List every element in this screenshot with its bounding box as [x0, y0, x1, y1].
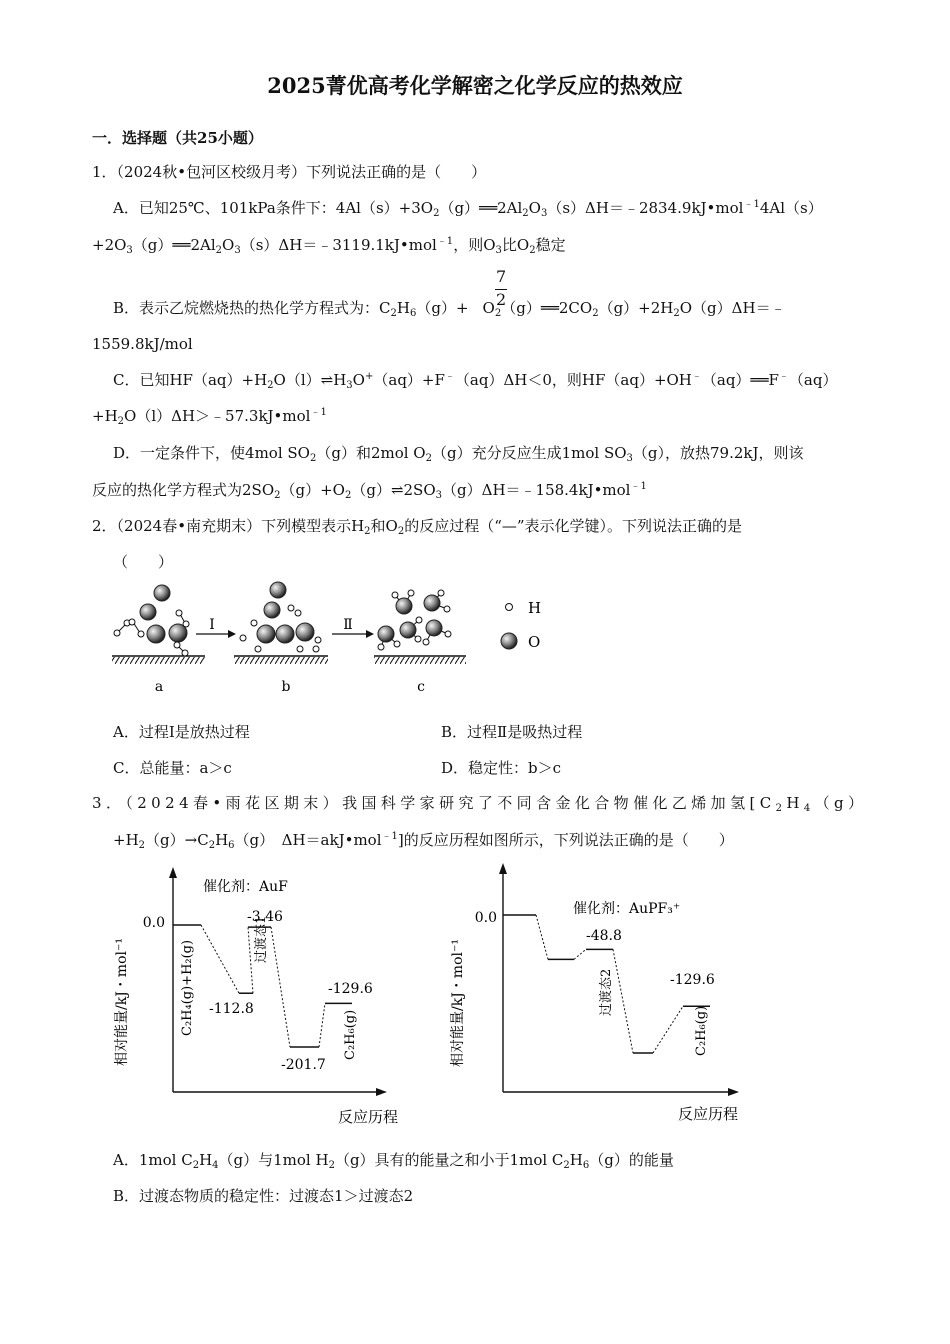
- chart1-tick-zero: 0.0: [142, 915, 165, 931]
- question-2-blank: （ ）: [113, 553, 174, 571]
- q2-option-a: A．过程Ⅰ是放热过程: [113, 723, 250, 741]
- chart1-connector-2: [248, 927, 253, 993]
- chart2-title: 催化剂：AuPF₃⁺: [573, 901, 681, 917]
- q1-option-a-line2: $+2O_3(g)══2Al_2O_3(s)\Delta H=﹣3119.1kJ•mol^{﹣1}$，则$O_3$比$O_2$稳定: [92, 236, 566, 256]
- step-2-label: Ⅱ: [343, 617, 353, 633]
- q2-option-b: B．过程Ⅱ是吸热过程: [441, 723, 583, 741]
- chart1-xlabel: 反应历程: [337, 1108, 399, 1126]
- q2-option-d: D．稳定性：b＞c: [441, 759, 562, 777]
- question-1-stem: 1．（2024秋•包河区校级月考）下列说法正确的是（ ）: [92, 163, 487, 181]
- section-heading: 一．选择题（共25小题）: [92, 129, 263, 147]
- chart2-level-label-2: -129.6: [670, 972, 715, 988]
- chart1-level-label-2: -3.46: [247, 909, 283, 925]
- model-b: [234, 582, 328, 664]
- label-c: c: [417, 679, 425, 695]
- fraction-denominator: 2: [496, 290, 507, 309]
- legend-h-label: H: [528, 599, 542, 617]
- energy-chart-aupf3: [440, 858, 760, 1132]
- chart1-connector-3: [271, 927, 290, 1047]
- step-1-label: Ⅰ: [209, 617, 215, 633]
- chart2-xlabel: 反应历程: [677, 1105, 739, 1123]
- chart1-level-label-3: -201.7: [281, 1057, 326, 1073]
- label-b: b: [281, 679, 291, 695]
- page-title: 2025菁优高考化学解密之化学反应的热效应: [267, 73, 683, 98]
- legend-o-label: O: [528, 633, 541, 651]
- q1-option-d-line2: 反应的热化学方程式为$2SO_2(g)+O_2(g)\rightleftharpoons 2SO_3(g)\Delta H=﹣158.4kJ•mol^{﹣1}$: [92, 481, 647, 501]
- q1-option-b-line2: 1559.8kJ/mol: [92, 335, 193, 353]
- q1-option-b-line1: B．表示乙烷燃烧热的热化学方程式为：$C_2H_6(g)+$ $O_2(g)══2CO_2(g)+2H_2O(g)\Delta H=﹣$: [113, 299, 786, 319]
- chart2-level-label-1: -48.8: [586, 928, 622, 944]
- q1-option-c-line1: C．已知$HF(aq)+H_2O(l)\rightleftharpoons H_3O^+(aq)+F^﹣(aq)\Delta H<0$，则HF（aq）+OH﹣（aq）══F﹣（aq）: [113, 371, 838, 391]
- energy-chart-aup: [110, 862, 410, 1132]
- chart2-ylabel: 相对能量/kJ・mol⁻¹: [450, 939, 466, 1067]
- q2-option-c: C．总能量：a＞c: [113, 759, 232, 777]
- chart2-connector-2: [574, 949, 586, 959]
- reaction-model-figure: [100, 576, 560, 696]
- chart1-product-label: C₂H₆(g): [343, 1009, 358, 1060]
- legend-o-marker: [501, 633, 517, 649]
- chart1-level-label-4: -129.6: [328, 981, 373, 997]
- chart2-connector-1: [536, 915, 548, 959]
- question-3-stem-line2: $+H_2(g)\to C_2H_6(g)$ ΔH＝akJ•mol$^{﹣1}$]的反应历程如图所示，下列说法正确的是（ ）: [113, 831, 734, 851]
- chart2-ts-label: 过渡态2: [599, 968, 614, 1016]
- q1-option-d-line1: D．一定条件下，使4mol $SO_2(g)$和2mol $O_2(g)$充分反应生成1mol $SO_3(g)$，放热79.2kJ，则该: [113, 444, 804, 464]
- chart1-ts-label: 过渡态1: [254, 915, 269, 963]
- chart1-title: 催化剂：AuF: [203, 879, 288, 895]
- label-a: a: [154, 679, 164, 695]
- chart1-reactant-label: C₂H₄(g)+H₂(g): [180, 939, 195, 1036]
- q3-option-b: B．过渡态物质的稳定性：过渡态1＞过渡态2: [113, 1187, 414, 1205]
- chart1-connector-1: [201, 925, 239, 993]
- legend-h-marker: [506, 604, 513, 611]
- q1-option-c-line2: $+H_2O(l)\Delta H>﹣57.3kJ•mol^{﹣1}$: [92, 407, 327, 427]
- model-a: [112, 585, 205, 664]
- question-3-stem: 3．（2024春•雨花区期末）我国科学家研究了不同含金化合物催化乙烯加氢[$C_2H_4(g)$: [92, 794, 868, 814]
- q1-option-a-line1: A．已知25℃、101kPa条件下：$4Al(s)+3O_2(g)══2Al_2O_3(s)\Delta H=﹣2834.9kJ•mol^{﹣1}4Al(s)$: [113, 199, 823, 219]
- fraction-numerator: 7: [496, 267, 507, 286]
- q3-option-a: A．1mol $C_2H_4(g)$与1mol $H_2(g)$具有的能量之和小于1mol $C_2H_6(g)$的能量: [113, 1151, 674, 1171]
- chart2-tick-zero: 0.0: [474, 910, 497, 926]
- chart2-product-label: C₂H₆(g): [694, 1005, 709, 1056]
- chart2-connector-3: [613, 949, 633, 1053]
- question-2-stem: 2．（2024春•南充期末）下列模型表示$H_2$和$O_2$的反应过程（“—”表示化学键）。下列说法正确的是: [92, 517, 743, 537]
- chart1-ylabel: 相对能量/kJ・mol⁻¹: [114, 938, 130, 1066]
- chart1-level-label-1: -112.8: [209, 1001, 254, 1017]
- model-c: [374, 590, 466, 664]
- chart2-connector-4: [653, 1006, 683, 1053]
- chart1-connector-4: [319, 1003, 325, 1047]
